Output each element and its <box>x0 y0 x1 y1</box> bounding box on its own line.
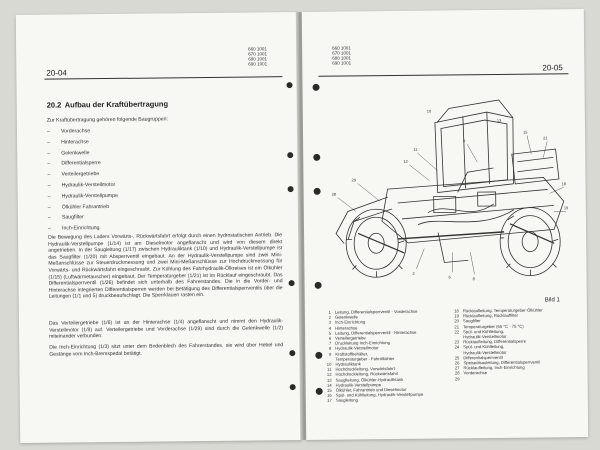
svg-text:13: 13 <box>496 117 502 123</box>
binder-hole <box>316 388 323 395</box>
legend-row: 9 Kraftstoffbehälter, <box>328 350 369 357</box>
svg-text:29: 29 <box>351 177 356 183</box>
binder-hole <box>315 352 322 359</box>
legend-row: 28 Vorderachse <box>454 370 488 376</box>
header-rule <box>318 73 568 77</box>
legend-row: Hydraulik-Verstellmotor <box>463 349 507 355</box>
legend-row: 7 Druckleitung Inch-Einrichtung <box>328 340 390 346</box>
legend-row: 18 Rücklaufleitung, Temperaturgeber-Ölkühler <box>454 307 543 314</box>
svg-text:6: 6 <box>448 274 451 280</box>
list-item: – Hydraulik-Verstellpumpe <box>47 192 118 200</box>
svg-text:9: 9 <box>463 138 466 144</box>
legend-row: 8 Hydraulik-Verstellmotor <box>328 345 379 352</box>
loader-drivetrain-illustration <box>317 91 577 290</box>
legend-row: 5 Leitung, Differentialsperrventil - Hinterachse <box>328 329 417 336</box>
legend-row: 23 Rücklaufleitung, Differentialsperre <box>454 338 527 345</box>
binder-hole <box>313 84 320 91</box>
svg-text:19: 19 <box>563 205 569 211</box>
svg-text:18: 18 <box>561 181 567 187</box>
model-code: 680 1001 <box>248 56 268 62</box>
left-page <box>16 12 302 443</box>
legend-row: Temperaturgeber - Fahrölkühler <box>335 355 395 362</box>
list-item: – Inch-Einrichtung <box>47 225 100 232</box>
left-model-codes <box>248 46 267 66</box>
paragraph-inch: Die Inch-Einrichtung (1/3) sitzt unter dem Bodenblech des Fahrerstandes, sie wird über Hebel und Gestänge vom Inch-Bremspedal betätigt. <box>49 342 284 358</box>
binder-hole <box>289 350 295 356</box>
binder-hole <box>287 152 293 158</box>
section-heading <box>47 99 168 109</box>
left-page-number: 20-04 <box>46 68 67 78</box>
legend-right <box>447 307 544 381</box>
binder-hole <box>286 82 292 88</box>
intro-text: Zur Kraftübertragung gehören folgende Baugruppen: <box>46 116 169 124</box>
legend-row: 4 Hinterachse <box>328 325 358 331</box>
binder-hole <box>315 282 322 289</box>
model-code: 660 1001 <box>248 46 267 52</box>
legend-row: 21 Temperaturgeber (65 °C - 75 °C) <box>454 323 524 330</box>
section-title: Aufbau der Kraftübertragung <box>64 99 169 110</box>
binder-hole <box>314 188 321 195</box>
svg-text:21: 21 <box>543 135 548 141</box>
paragraph-drive: Die Bewegung des Laders Vorwärts-, Rückwärtsfahrt erfolgt durch einen hydrostatischen Antrieb. Die Hydraulik-Verstellpumpe (1/14) ist am Dieselmotor angeflanscht und wird von diesem direkt angetrieben. In der Saugleitung (1/17) zwischen Hydrauliktank (1/10) und Hydraulik-Verstellpumpe ist das Saugfilter (1/20) mit Absperrventil eingebaut. An der Hydraulik-Verstellpumpe sind zwei Mini-Meßanschlüsse zur Steuerdruckmessung und zwei Mini-Meßanschlüsse zur Hochdruckmessung für Vorwärts- und Rückwärtsfahrt eingeschraubt. Zur Kühlung des Fahrhydraulik-Ölkreises ist ein Ölkühler (1/15) (Luftwärmetauscher) eingebaut. Der Temperaturgeber (1/21) ist im Rücklauf eingeschraubt. Das Differentialsperrventil (1/26) befindet sich unterhalb des Fahrerstandes. Die in die Vorder- und Hinterachse integrierten Differentialsperren werden bei Betätigung des Differentialsperrventils über die Leitungen (1/1 und 5) druckbeaufschlagt. Die Sperrklauen rasten ein. <box>48 232 283 300</box>
section-number: 20.2 <box>46 100 62 110</box>
legend-row: 2 Gelenkwelle <box>328 314 358 320</box>
legend-row: 1 Leitung, Differentialsperrventil - Vorderachse <box>328 308 418 315</box>
binder-hole <box>290 384 296 390</box>
legend-row: 3 Inch-Einrichtung <box>328 319 366 326</box>
legend-row: 10 Hydrauliktank <box>326 361 361 367</box>
legend-row: 22 Spül- und Kühlleitung, <box>454 328 505 335</box>
manual-spread <box>16 9 586 445</box>
binder-hole <box>313 154 320 161</box>
list-item: – Differentialsperre <box>47 160 101 168</box>
legend-row: 16 Spül- und Kühlleitung, Hydraulik-Verstellpumpe <box>327 391 424 398</box>
legend-row: Hydraulik-Verstellmotor <box>463 333 507 340</box>
component-list <box>47 126 118 235</box>
legend-row: 17 Saugleitung <box>327 397 358 404</box>
list-item: – Hydraulik-Verstellmotor <box>47 181 116 189</box>
svg-text:12: 12 <box>403 158 408 164</box>
right-page <box>302 9 588 440</box>
model-code: 690 1001 <box>332 60 352 66</box>
legend-row: 24 Spül- und Kühlleitung, <box>454 344 505 350</box>
model-code: 660 1001 <box>332 45 351 51</box>
svg-text:28: 28 <box>331 191 337 197</box>
paragraph-transfer-gearbox: Das Verteilergetriebe (1/6) ist an der Hinterachse (1/4) angeflanscht und nimmt den Hydraulik-Verstellmotor (1/8) auf. Verteilergetriebe und Vorderachse (1/29) sind durch die Gelenkwelle (1/2) miteinander verbunden. <box>48 318 284 340</box>
legend-row: 29 <box>454 375 460 382</box>
model-code: 690 1001 <box>248 61 268 67</box>
svg-text:11: 11 <box>413 146 418 152</box>
list-item: – Saugfilter <box>47 214 84 222</box>
legend-row: 20 Saugfilter <box>454 318 481 324</box>
binder-hole <box>289 280 295 286</box>
figure-caption: Bild 1 <box>544 297 560 304</box>
right-page-number: 20-05 <box>542 63 563 73</box>
svg-text:10: 10 <box>426 108 432 114</box>
model-code: 680 1001 <box>332 55 352 61</box>
legend-row: 27 Rücklaufleitung, Inch-Einrichtung <box>454 364 525 371</box>
legend-row: 19 Rücklaufleitung, Rücklauffilter <box>454 312 519 319</box>
legend-row: 26 Speiseölsauleitung, Differentialsperrventil <box>454 359 541 366</box>
model-code: 670 1001 <box>248 51 267 57</box>
list-item: – Hinterachse <box>47 139 89 146</box>
list-item: – Gelenkwelle <box>47 149 90 157</box>
legend-row: 25 Differentialsperrventil <box>454 354 503 361</box>
svg-text:15: 15 <box>522 129 528 135</box>
legend-row: 14 Hydraulik-Verstellpumpe <box>326 382 382 388</box>
right-model-codes <box>332 45 351 65</box>
legend-row: 11 Hochdruckleitung, Vorwärtsfahrt <box>327 366 395 372</box>
legend-row: 6 Verteilergetriebe <box>328 335 366 341</box>
legend-row: 12 Hochdruckleitung, Rückwärtsfahrt <box>326 371 399 378</box>
svg-text:8: 8 <box>472 276 475 282</box>
legend-row: 13 Sauglleitung, Ölkühler-Hydrauliktank <box>326 376 404 383</box>
list-item: – Ölkühler Fahrantrieb <box>47 203 110 211</box>
header-rule <box>44 76 282 79</box>
list-item: – Vorderachse <box>46 128 91 135</box>
svg-text:2: 2 <box>412 270 415 276</box>
legend-left <box>319 309 424 404</box>
binder-hole <box>288 186 294 192</box>
list-item: – Verteilergetriebe <box>47 171 100 178</box>
legend-row: 15 Ölkühler, Fahrantrieb und Dieselmotor <box>327 386 407 393</box>
model-code: 670 1001 <box>332 50 351 56</box>
